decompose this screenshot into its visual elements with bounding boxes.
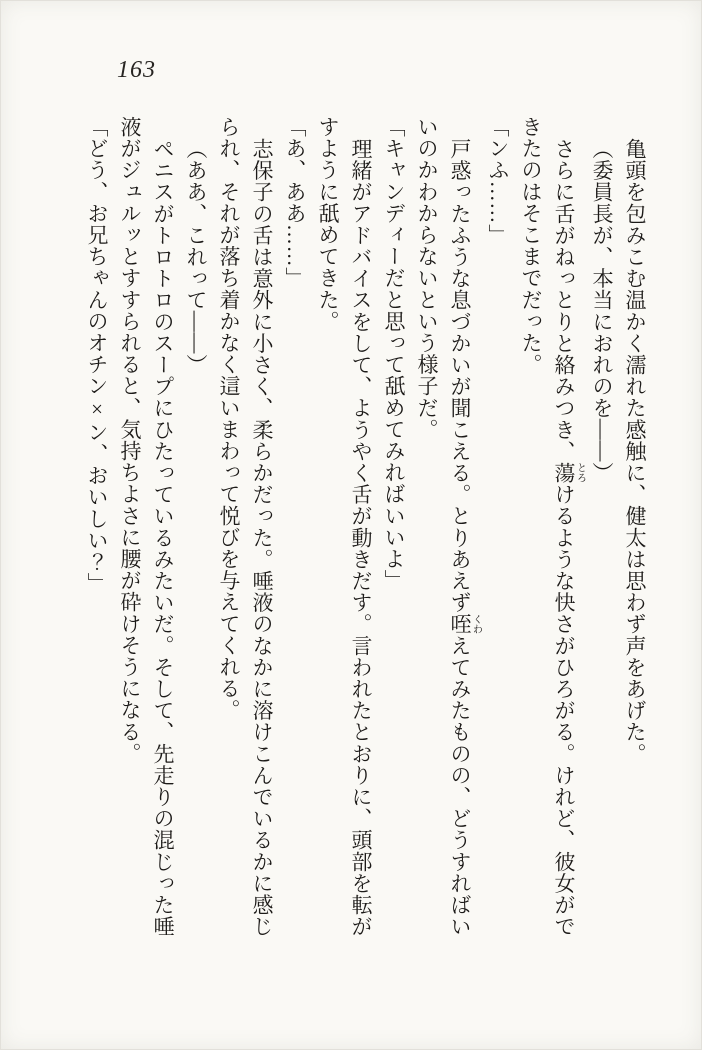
text-line: [146, 116, 179, 946]
body-text: [85, 116, 651, 946]
text-line: [344, 116, 377, 946]
text-run: 亀頭を包みこむ温かく濡れた感触に、健太は思わず声をあげた。: [623, 137, 647, 764]
text-line: [80, 116, 113, 946]
ruby-annotated-word: 蕩とろ: [552, 461, 586, 484]
text-run: さらに舌がねっとりと絡みつき、: [552, 137, 576, 462]
text-line: [547, 116, 585, 946]
furigana: くわ: [470, 612, 482, 635]
text-run: いのかわからないという様子だ。: [415, 116, 439, 440]
text-run: 「あ、ああ……」: [283, 116, 307, 289]
text-run: （委員長が、本当におれのを――）: [590, 137, 614, 484]
text-run: すように舐めてきた。: [316, 116, 340, 332]
text-line: [377, 116, 410, 946]
furigana: とろ: [574, 461, 586, 484]
page-number: 163: [117, 57, 156, 83]
text-line: [278, 116, 311, 946]
text-run: られ、それが落ち着かなく這いまわって悦びを与えてくれる。: [217, 116, 241, 721]
text-run: けるような快さがひろがる。けれど、彼女がで: [552, 483, 576, 937]
text-run: えてみたものの、どうすればい: [448, 634, 472, 937]
text-line: [311, 116, 344, 946]
text-line: [113, 116, 146, 946]
text-run: 「キャンディーだと思って舐めてみればいいよ」: [382, 116, 406, 592]
text-line: [410, 116, 443, 946]
ruby-annotated-word: 咥くわ: [448, 612, 482, 635]
text-run: 液がジュルッとすすられると、気持ちよさに腰が砕けそうになる。: [118, 116, 142, 764]
text-run: 理緒がアドバイスをして、ようやく舌が動きだす。言われたとおりに、頭部を転が: [349, 137, 373, 937]
text-run: 「どう、お兄ちゃんのオチン×ン、おいしい？」: [85, 116, 109, 595]
text-run: 戸惑ったふうな息づかいが聞こえる。とりあえず: [448, 137, 472, 613]
text-line: [618, 116, 651, 946]
text-line: [212, 116, 245, 946]
text-line: [443, 116, 481, 946]
text-run: （ああ、これって――）: [184, 137, 208, 376]
text-line: [585, 116, 618, 946]
text-run: ペニスがトロトロのスープにひたっているみたいだ。そして、先走りの混じった唾: [151, 137, 175, 937]
text-run: きたのはそこまでだった。: [519, 116, 543, 376]
text-line: [514, 116, 547, 946]
text-line: [481, 116, 514, 946]
text-line: [245, 116, 278, 946]
text-line: [179, 116, 212, 946]
text-run: 「ンふ……」: [486, 116, 510, 246]
text-run: 志保子の舌は意外に小さく、柔らかだった。唾液のなかに溶けこんでいるかに感じ: [250, 137, 274, 937]
